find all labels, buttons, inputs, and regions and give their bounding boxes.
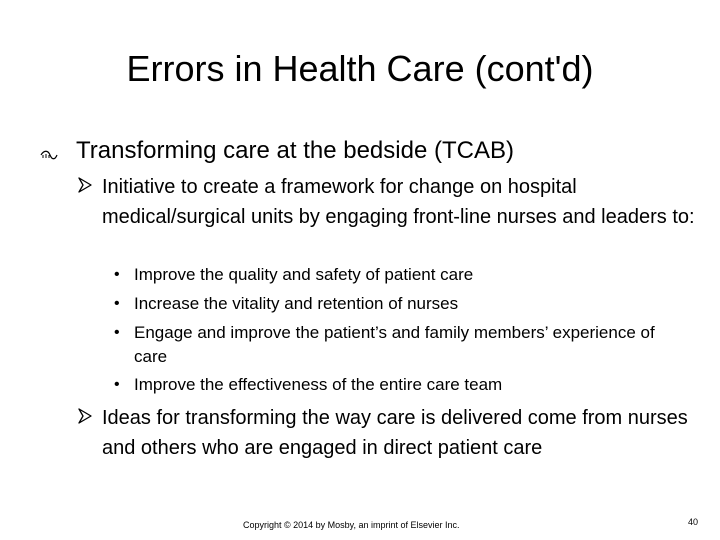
dot-bullet-icon: • <box>114 324 120 341</box>
list-item-text: Improve the quality and safety of patient care <box>134 265 474 284</box>
sub-bullet-text: Ideas for transforming the way care is delivered come from nurses and others who are engaged in direct patient care <box>102 407 688 459</box>
main-bullet-text: Transforming care at the bedside (TCAB) <box>76 137 514 164</box>
list-item-text: Engage and improve the patient’s and family members’ experience of care <box>134 323 655 366</box>
feather-bullet-icon <box>40 147 58 157</box>
slide-title: Errors in Health Care (cont'd) <box>126 48 594 89</box>
list-item-text: Increase the vitality and retention of nurses <box>134 294 459 313</box>
list-item-text: Improve the effectiveness of the entire care team <box>134 375 503 394</box>
page-number: 40 <box>688 517 699 527</box>
arrowhead-bullet-icon <box>78 177 92 193</box>
copyright-footer: Copyright © 2014 by Mosby, an imprint of Elsevier Inc. <box>243 520 460 530</box>
dot-bullet-icon: • <box>114 376 120 393</box>
sub-bullet-text: Initiative to create a framework for change on hospital medical/surgical units by engaging front-line nurses and leaders to: <box>102 176 695 228</box>
dot-bullet-icon: • <box>114 266 120 283</box>
dot-bullet-icon: • <box>114 295 120 312</box>
arrowhead-bullet-icon <box>78 408 92 424</box>
